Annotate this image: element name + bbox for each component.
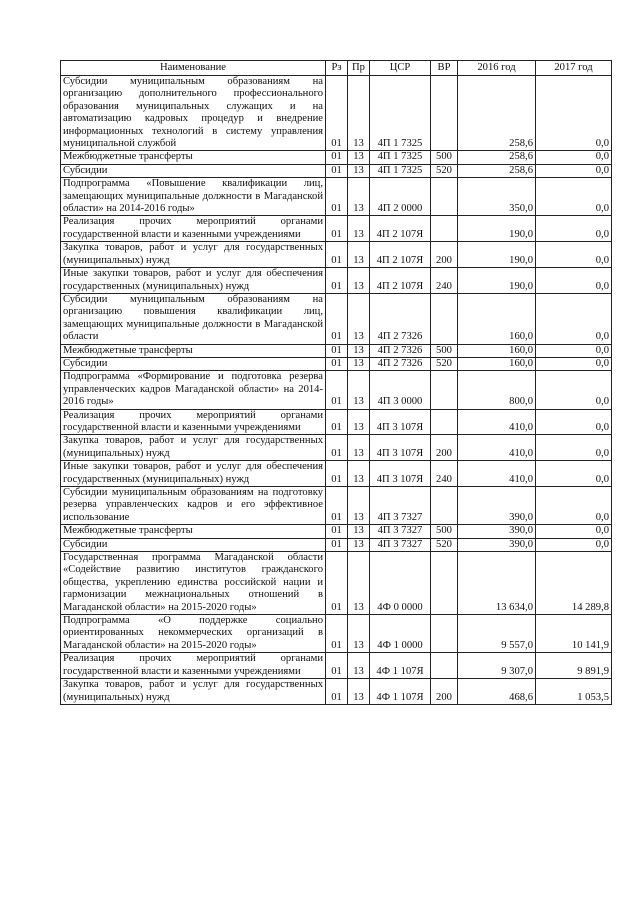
table-row bbox=[61, 435, 612, 461]
cell-csr: 4П 3 7327 bbox=[370, 525, 431, 538]
table-body bbox=[61, 76, 612, 705]
cell-2016: 258,6 bbox=[458, 151, 536, 164]
cell-csr: 4Ф 0 0000 bbox=[370, 552, 431, 615]
cell-2016: 468,6 bbox=[458, 679, 536, 705]
cell-vr bbox=[431, 178, 458, 216]
cell-rz: 01 bbox=[326, 653, 348, 679]
header-vr: ВР bbox=[431, 61, 458, 76]
table-row bbox=[61, 151, 612, 164]
cell-csr: 4П 2 0000 bbox=[370, 178, 431, 216]
cell-2016: 258,6 bbox=[458, 164, 536, 177]
budget-document bbox=[60, 60, 611, 705]
cell-csr: 4П 1 7325 bbox=[370, 76, 431, 151]
cell-csr: 4П 2 7326 bbox=[370, 344, 431, 357]
cell-csr: 4П 2 107Я bbox=[370, 268, 431, 294]
cell-pr: 13 bbox=[348, 435, 370, 461]
cell-2016: 410,0 bbox=[458, 435, 536, 461]
cell-rz: 01 bbox=[326, 679, 348, 705]
cell-2017: 1 053,5 bbox=[536, 679, 612, 705]
cell-2017: 0,0 bbox=[536, 409, 612, 435]
cell-vr bbox=[431, 76, 458, 151]
cell-2017: 0,0 bbox=[536, 435, 612, 461]
cell-rz: 01 bbox=[326, 615, 348, 653]
cell-name: Субсидии муниципальным образованиям на организацию дополнительного профессионального образования муниципальных служащих и на автоматизацию кадровых процедур и внедрение информационных технологий в систему управления муниципальной службой bbox=[61, 76, 326, 151]
cell-pr: 13 bbox=[348, 409, 370, 435]
cell-csr: 4П 3 0000 bbox=[370, 371, 431, 409]
cell-rz: 01 bbox=[326, 409, 348, 435]
table-row bbox=[61, 487, 612, 525]
cell-pr: 13 bbox=[348, 242, 370, 268]
cell-csr: 4П 2 107Я bbox=[370, 216, 431, 242]
cell-pr: 13 bbox=[348, 371, 370, 409]
cell-vr: 240 bbox=[431, 461, 458, 487]
cell-name: Субсидии муниципальным образованиям на подготовку резерва управленческих кадров и его эффективное использование bbox=[61, 487, 326, 525]
cell-csr: 4П 3 107Я bbox=[370, 461, 431, 487]
cell-2017: 0,0 bbox=[536, 538, 612, 551]
cell-2017: 0,0 bbox=[536, 525, 612, 538]
cell-csr: 4П 3 7327 bbox=[370, 487, 431, 525]
cell-vr: 200 bbox=[431, 242, 458, 268]
cell-rz: 01 bbox=[326, 344, 348, 357]
cell-rz: 01 bbox=[326, 538, 348, 551]
cell-pr: 13 bbox=[348, 552, 370, 615]
cell-vr: 520 bbox=[431, 538, 458, 551]
cell-vr: 200 bbox=[431, 679, 458, 705]
header-pr: Пр bbox=[348, 61, 370, 76]
cell-name: Реализация прочих мероприятий органами государственной власти и казенными учреждениями bbox=[61, 409, 326, 435]
cell-rz: 01 bbox=[326, 371, 348, 409]
cell-2016: 410,0 bbox=[458, 461, 536, 487]
cell-vr: 500 bbox=[431, 344, 458, 357]
cell-csr: 4П 3 107Я bbox=[370, 435, 431, 461]
cell-pr: 13 bbox=[348, 164, 370, 177]
cell-2016: 350,0 bbox=[458, 178, 536, 216]
table-row bbox=[61, 164, 612, 177]
table-header-row bbox=[61, 61, 612, 76]
cell-name: Субсидии bbox=[61, 538, 326, 551]
cell-vr: 240 bbox=[431, 268, 458, 294]
cell-2016: 9 557,0 bbox=[458, 615, 536, 653]
cell-vr bbox=[431, 487, 458, 525]
cell-2016: 258,6 bbox=[458, 76, 536, 151]
table-row bbox=[61, 653, 612, 679]
cell-pr: 13 bbox=[348, 76, 370, 151]
cell-2017: 0,0 bbox=[536, 487, 612, 525]
cell-name: Иные закупки товаров, работ и услуг для обеспечения государственных (муниципальных) нужд bbox=[61, 461, 326, 487]
cell-vr bbox=[431, 653, 458, 679]
header-name: Наименование bbox=[61, 61, 326, 76]
budget-table bbox=[60, 60, 612, 705]
cell-name: Государственная программа Магаданской области «Содействие развитию институтов гражданского общества, укреплению единства российской нации и гармонизации межнациональных отношений в Магаданской области» на 2015-2020 годы» bbox=[61, 552, 326, 615]
cell-2017: 14 289,8 bbox=[536, 552, 612, 615]
cell-name: Субсидии муниципальным образованиям на организацию повышения квалификации лиц, замещающих муниципальные должности в Магаданской области bbox=[61, 293, 326, 344]
cell-csr: 4П 3 7327 bbox=[370, 538, 431, 551]
cell-2016: 160,0 bbox=[458, 357, 536, 370]
cell-2017: 0,0 bbox=[536, 344, 612, 357]
table-row bbox=[61, 615, 612, 653]
cell-vr bbox=[431, 293, 458, 344]
table-row bbox=[61, 538, 612, 551]
cell-2016: 390,0 bbox=[458, 525, 536, 538]
cell-name: Реализация прочих мероприятий органами государственной власти и казенными учреждениями bbox=[61, 653, 326, 679]
cell-csr: 4П 2 7326 bbox=[370, 293, 431, 344]
cell-2017: 0,0 bbox=[536, 151, 612, 164]
table-row bbox=[61, 293, 612, 344]
cell-2017: 0,0 bbox=[536, 242, 612, 268]
cell-name: Закупка товаров, работ и услуг для государственных (муниципальных) нужд bbox=[61, 435, 326, 461]
cell-rz: 01 bbox=[326, 552, 348, 615]
table-row bbox=[61, 679, 612, 705]
cell-2016: 190,0 bbox=[458, 242, 536, 268]
cell-pr: 13 bbox=[348, 268, 370, 294]
cell-pr: 13 bbox=[348, 525, 370, 538]
table-row bbox=[61, 216, 612, 242]
cell-vr bbox=[431, 371, 458, 409]
cell-2016: 160,0 bbox=[458, 293, 536, 344]
cell-pr: 13 bbox=[348, 216, 370, 242]
cell-pr: 13 bbox=[348, 357, 370, 370]
table-row bbox=[61, 371, 612, 409]
cell-pr: 13 bbox=[348, 178, 370, 216]
cell-rz: 01 bbox=[326, 76, 348, 151]
cell-vr: 520 bbox=[431, 164, 458, 177]
cell-name: Межбюджетные трансферты bbox=[61, 525, 326, 538]
cell-rz: 01 bbox=[326, 242, 348, 268]
cell-pr: 13 bbox=[348, 293, 370, 344]
cell-vr bbox=[431, 409, 458, 435]
cell-pr: 13 bbox=[348, 151, 370, 164]
header-2017: 2017 год bbox=[536, 61, 612, 76]
cell-pr: 13 bbox=[348, 344, 370, 357]
cell-rz: 01 bbox=[326, 268, 348, 294]
cell-2017: 0,0 bbox=[536, 461, 612, 487]
cell-rz: 01 bbox=[326, 461, 348, 487]
cell-rz: 01 bbox=[326, 357, 348, 370]
cell-pr: 13 bbox=[348, 653, 370, 679]
header-csr: ЦСР bbox=[370, 61, 431, 76]
table-row bbox=[61, 552, 612, 615]
table-row bbox=[61, 178, 612, 216]
cell-csr: 4П 1 7325 bbox=[370, 151, 431, 164]
cell-name: Межбюджетные трансферты bbox=[61, 344, 326, 357]
cell-vr bbox=[431, 216, 458, 242]
cell-name: Подпрограмма «Повышение квалификации лиц, замещающих муниципальные должности в Магаданской области» на 2014-2016 годы» bbox=[61, 178, 326, 216]
cell-2016: 190,0 bbox=[458, 268, 536, 294]
cell-2016: 190,0 bbox=[458, 216, 536, 242]
cell-2016: 410,0 bbox=[458, 409, 536, 435]
cell-csr: 4П 2 7326 bbox=[370, 357, 431, 370]
cell-2016: 390,0 bbox=[458, 538, 536, 551]
cell-2017: 0,0 bbox=[536, 216, 612, 242]
cell-2017: 0,0 bbox=[536, 371, 612, 409]
cell-name: Закупка товаров, работ и услуг для государственных (муниципальных) нужд bbox=[61, 679, 326, 705]
cell-rz: 01 bbox=[326, 435, 348, 461]
table-row bbox=[61, 409, 612, 435]
cell-rz: 01 bbox=[326, 151, 348, 164]
table-row bbox=[61, 268, 612, 294]
cell-pr: 13 bbox=[348, 615, 370, 653]
cell-2017: 0,0 bbox=[536, 178, 612, 216]
cell-2017: 0,0 bbox=[536, 76, 612, 151]
cell-csr: 4Ф 1 107Я bbox=[370, 679, 431, 705]
cell-name: Закупка товаров, работ и услуг для государственных (муниципальных) нужд bbox=[61, 242, 326, 268]
cell-rz: 01 bbox=[326, 525, 348, 538]
cell-vr bbox=[431, 615, 458, 653]
cell-rz: 01 bbox=[326, 178, 348, 216]
cell-2016: 13 634,0 bbox=[458, 552, 536, 615]
cell-2017: 0,0 bbox=[536, 293, 612, 344]
cell-pr: 13 bbox=[348, 679, 370, 705]
cell-name: Межбюджетные трансферты bbox=[61, 151, 326, 164]
cell-csr: 4П 2 107Я bbox=[370, 242, 431, 268]
table-row bbox=[61, 76, 612, 151]
header-2016: 2016 год bbox=[458, 61, 536, 76]
cell-name: Подпрограмма «Формирование и подготовка резерва управленческих кадров Магаданской области» на 2014-2016 годы» bbox=[61, 371, 326, 409]
cell-vr: 500 bbox=[431, 525, 458, 538]
table-row bbox=[61, 242, 612, 268]
cell-vr: 200 bbox=[431, 435, 458, 461]
cell-2017: 0,0 bbox=[536, 357, 612, 370]
cell-name: Реализация прочих мероприятий органами государственной власти и казенными учреждениями bbox=[61, 216, 326, 242]
header-rz: Рз bbox=[326, 61, 348, 76]
cell-2017: 0,0 bbox=[536, 268, 612, 294]
table-row bbox=[61, 525, 612, 538]
cell-rz: 01 bbox=[326, 164, 348, 177]
cell-2016: 800,0 bbox=[458, 371, 536, 409]
cell-2017: 0,0 bbox=[536, 164, 612, 177]
cell-2016: 160,0 bbox=[458, 344, 536, 357]
cell-vr bbox=[431, 552, 458, 615]
cell-rz: 01 bbox=[326, 293, 348, 344]
cell-csr: 4П 1 7325 bbox=[370, 164, 431, 177]
cell-2016: 390,0 bbox=[458, 487, 536, 525]
cell-pr: 13 bbox=[348, 461, 370, 487]
cell-name: Подпрограмма «О поддержке социально ориентированных некоммерческих организаций в Магаданской области» на 2015-2020 годы» bbox=[61, 615, 326, 653]
table-row bbox=[61, 344, 612, 357]
cell-name: Субсидии bbox=[61, 164, 326, 177]
table-row bbox=[61, 357, 612, 370]
cell-name: Субсидии bbox=[61, 357, 326, 370]
cell-csr: 4Ф 1 107Я bbox=[370, 653, 431, 679]
cell-rz: 01 bbox=[326, 216, 348, 242]
cell-2017: 10 141,9 bbox=[536, 615, 612, 653]
cell-name: Иные закупки товаров, работ и услуг для обеспечения государственных (муниципальных) нужд bbox=[61, 268, 326, 294]
cell-rz: 01 bbox=[326, 487, 348, 525]
cell-csr: 4Ф 1 0000 bbox=[370, 615, 431, 653]
cell-2016: 9 307,0 bbox=[458, 653, 536, 679]
table-row bbox=[61, 461, 612, 487]
cell-pr: 13 bbox=[348, 538, 370, 551]
cell-pr: 13 bbox=[348, 487, 370, 525]
cell-vr: 500 bbox=[431, 151, 458, 164]
cell-vr: 520 bbox=[431, 357, 458, 370]
cell-2017: 9 891,9 bbox=[536, 653, 612, 679]
cell-csr: 4П 3 107Я bbox=[370, 409, 431, 435]
